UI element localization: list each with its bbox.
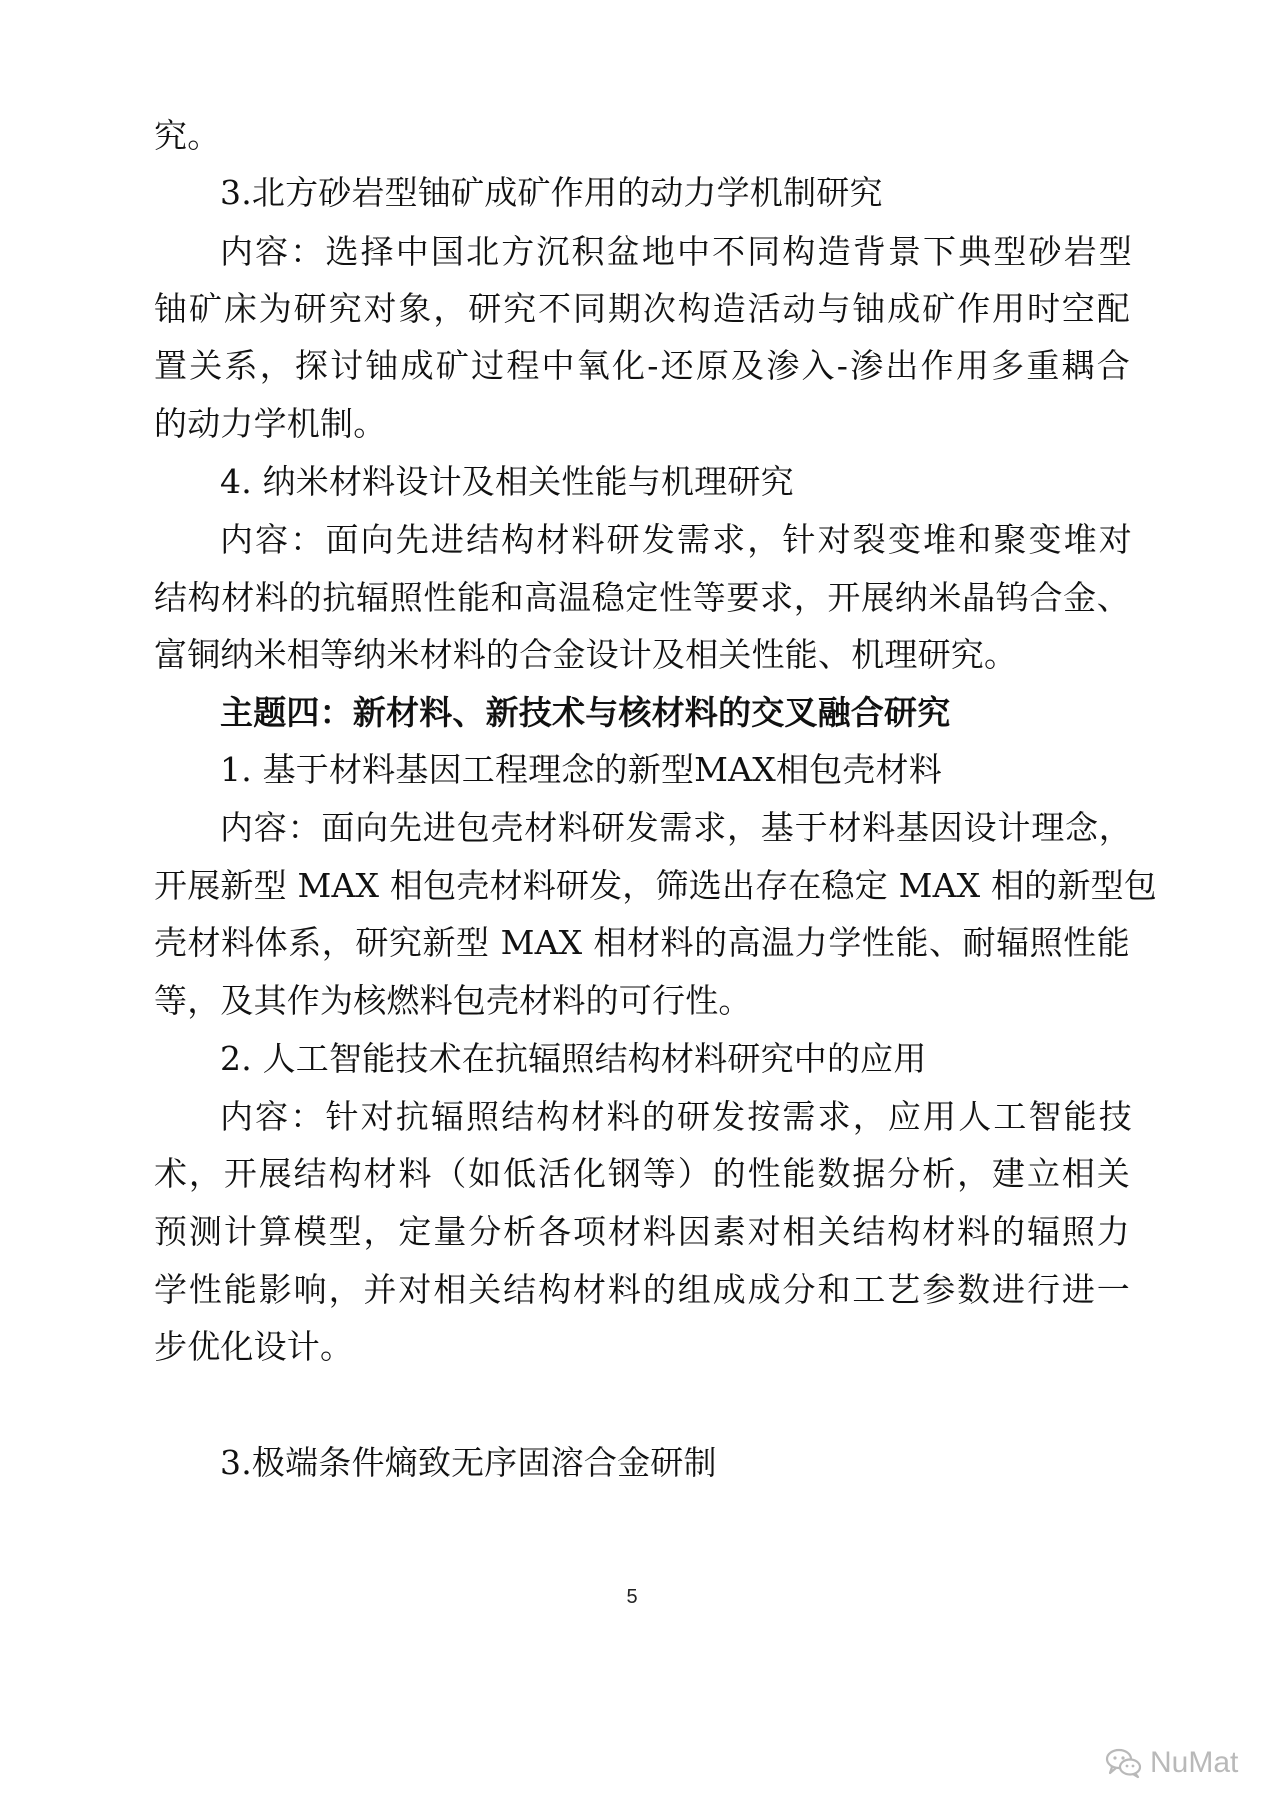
text-line: 等，及其作为核燃料包壳材料的可行性。 (154, 981, 752, 1020)
watermark (1104, 1746, 1238, 1780)
text-line: 置关系，探讨铀成矿过程中氧化-还原及渗入-渗出作用多重耦合 (154, 346, 1130, 385)
text-line: 内容：针对抗辐照结构材料的研发按需求，应用人工智能技 (220, 1097, 1132, 1136)
theme-heading: 主题四：新材料、新技术与核材料的交叉融合研究 (220, 693, 951, 732)
text-line: 术，开展结构材料（如低活化钢等）的性能数据分析，建立相关 (154, 1154, 1130, 1193)
text-line: 结构材料的抗辐照性能和高温稳定性等要求，开展纳米晶钨合金、 (154, 578, 1130, 617)
text-line: 铀矿床为研究对象，研究不同期次构造活动与铀成矿作用时空配 (154, 289, 1130, 328)
section-heading: 3.极端条件熵致无序固溶合金研制 (220, 1443, 717, 1482)
text-line: 预测计算模型，定量分析各项材料因素对相关结构材料的辐照力 (154, 1212, 1130, 1251)
text-line: 开展新型 MAX 相包壳材料研发，筛选出存在稳定 MAX 相的新型包 (154, 866, 1157, 905)
text-line: 富铜纳米相等纳米材料的合金设计及相关性能、机理研究。 (154, 635, 1018, 674)
section-heading: 2. 人工智能技术在抗辐照结构材料研究中的应用 (220, 1039, 927, 1078)
text-line: 内容：面向先进包壳材料研发需求，基于材料基因设计理念， (220, 808, 1132, 847)
section-heading: 4. 纳米材料设计及相关性能与机理研究 (220, 462, 794, 501)
wechat-icon (1104, 1747, 1142, 1779)
page-number: 5 (626, 1586, 638, 1608)
text-line: 壳材料体系，研究新型 MAX 相材料的高温力学性能、耐辐照性能 (154, 923, 1130, 962)
watermark-text: NuMat (1150, 1746, 1239, 1779)
text-line: 学性能影响，并对相关结构材料的组成成分和工艺参数进行进一 (154, 1270, 1130, 1309)
text-line: 内容：选择中国北方沉积盆地中不同构造背景下典型砂岩型 (220, 232, 1132, 271)
section-heading: 1. 基于材料基因工程理念的新型MAX相包壳材料 (220, 750, 942, 789)
text-line: 究。 (154, 116, 221, 155)
text-line: 内容：面向先进结构材料研发需求，针对裂变堆和聚变堆对 (220, 520, 1132, 559)
text-line: 的动力学机制。 (154, 404, 387, 443)
section-heading: 3.北方砂岩型铀矿成矿作用的动力学机制研究 (220, 173, 883, 212)
text-line: 步优化设计。 (154, 1327, 354, 1366)
